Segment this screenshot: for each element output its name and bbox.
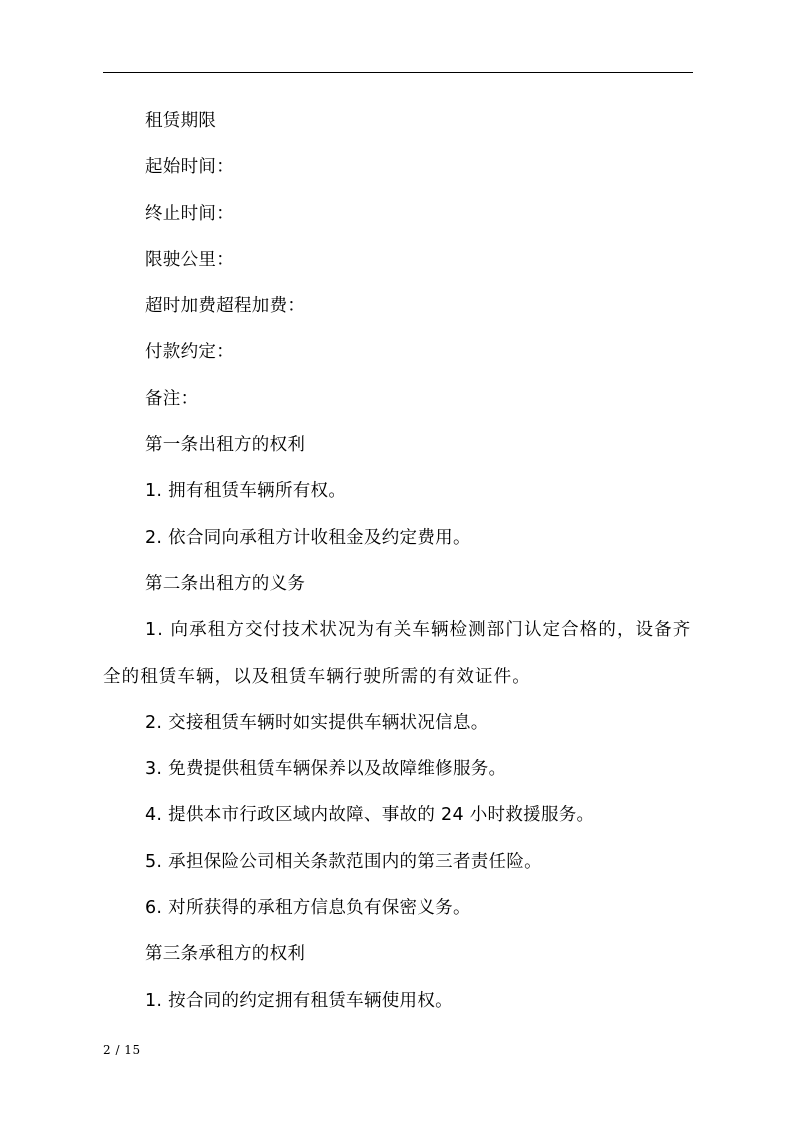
page-number: 2 / 15 bbox=[103, 1043, 141, 1057]
paragraph-payment-terms: 付款约定： bbox=[145, 342, 234, 363]
paragraph-mileage-limit: 限驶公里： bbox=[145, 249, 234, 270]
paragraph-remarks: 备注： bbox=[145, 388, 199, 409]
paragraph-lease-term: 租赁期限 bbox=[145, 111, 217, 131]
document-body bbox=[103, 98, 695, 1024]
header-rule bbox=[103, 72, 693, 73]
paragraph-start-time: 起始时间： bbox=[145, 157, 234, 178]
list-item: 5. 承担保险公司相关条款范围内的第三者责任险。 bbox=[145, 851, 542, 872]
list-item: 2. 交接租赁车辆时如实提供车辆状况信息。 bbox=[145, 712, 489, 733]
list-item: 1. 按合同的约定拥有租赁车辆使用权。 bbox=[145, 990, 453, 1011]
list-item: 1. 拥有租赁车辆所有权。 bbox=[145, 481, 347, 502]
paragraph-end-time: 终止时间： bbox=[145, 203, 234, 224]
section-heading-lessor-obligations: 第二条出租方的义务 bbox=[145, 573, 306, 594]
list-item: 2. 依合同向承租方计收租金及约定费用。 bbox=[145, 527, 471, 548]
section-heading-lessor-rights: 第一条出租方的权利 bbox=[145, 435, 306, 456]
list-item: 1. 向承租方交付技术状况为有关车辆检测部门认定合格的，设备齐全的租赁车辆，以及租赁车辆行驶所需的有效证件。 bbox=[103, 620, 692, 687]
section-heading-lessee-rights: 第三条承租方的权利 bbox=[145, 944, 306, 965]
list-item: 6. 对所获得的承租方信息负有保密义务。 bbox=[145, 898, 471, 919]
list-item: 4. 提供本市行政区域内故障、事故的 24 小时救援服务。 bbox=[145, 805, 595, 826]
list-item: 3. 免费提供租赁车辆保养以及故障维修服务。 bbox=[145, 759, 507, 780]
paragraph-overtime-fees: 超时加费超程加费： bbox=[145, 296, 306, 317]
